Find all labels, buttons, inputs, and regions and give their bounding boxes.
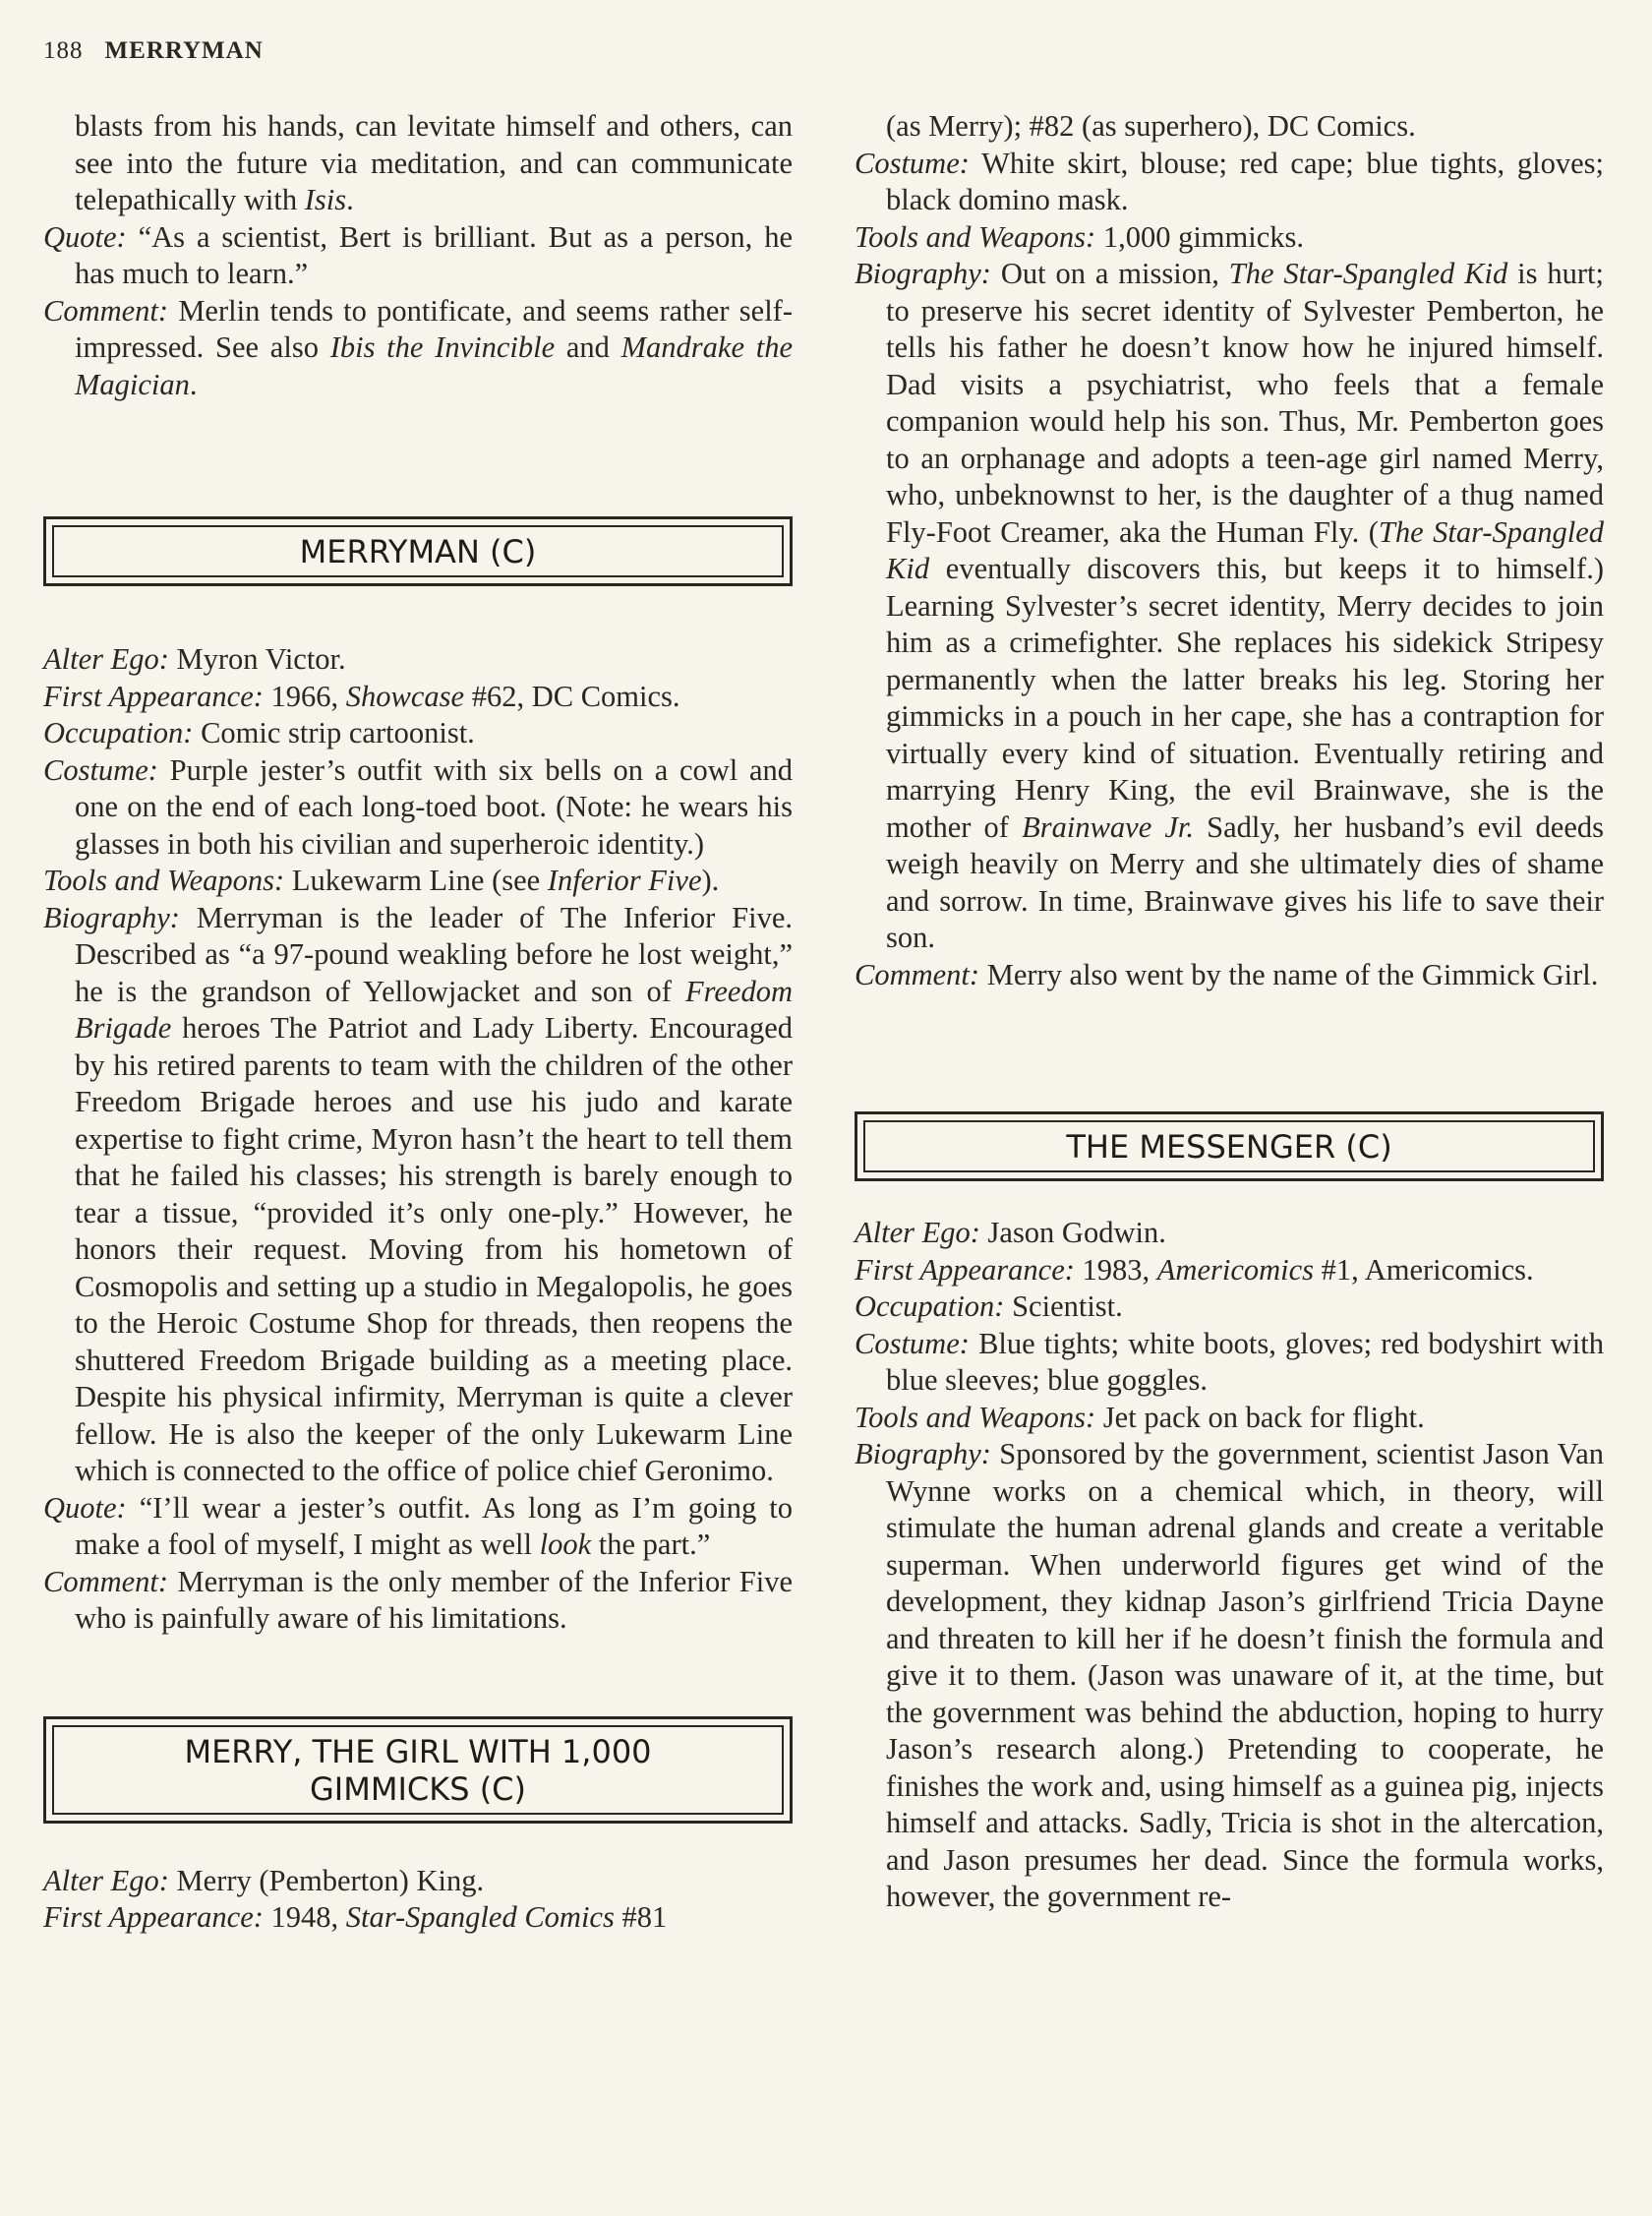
messenger-alter-ego: Alter Ego: Jason Godwin. [855, 1216, 1166, 1249]
merlin-comment: Comment: Merlin tends to pontificate, and seems rather self-impressed. See also Ibis the Invincible and Mandrake the Magician. [43, 293, 793, 401]
entry-title: MERRY, THE GIRL WITH 1,000 GIMMICKS (C) [52, 1725, 784, 1815]
merry-alter-ego: Alter Ego: Merry (Pemberton) King. [43, 1863, 485, 1897]
left-column [43, 108, 793, 1937]
merry-first-appearance-cont: (as Merry); #82 (as superhero), DC Comics. [886, 109, 1416, 143]
running-header [43, 37, 264, 65]
merryman-occupation: Occupation: Comic strip cartoonist. [43, 716, 475, 749]
messenger-first-appearance: First Appearance: 1983, Americomics #1, Americomics. [855, 1252, 1534, 1287]
merry-first-appearance: First Appearance: 1948, Star-Spangled Comics #81 [43, 1900, 668, 1934]
merlin-quote: Quote: “As a scientist, Bert is brilliant. But as a person, he has much to learn.” [43, 219, 793, 290]
messenger-costume: Costume: Blue tights; white boots, gloves; red bodyshirt with blue sleeves; blue goggles. [855, 1326, 1604, 1397]
merry-title-box [43, 1716, 793, 1824]
merry-comment: Comment: Merry also went by the name of the Gimmick Girl. [855, 957, 1599, 991]
merry-tools: Tools and Weapons: 1,000 gimmicks. [855, 219, 1304, 254]
merry-biography: Biography: Out on a mission, The Star-Spangled Kid is hurt; to preserve his secret identity of Sylvester Pemberton, he tells his father he doesn’t know how he injured himself. Dad visits a psychiatrist, who feels that a female companion would help his son. Thus, Mr. Pemberton goes to an orphanage and adopts a teen-age girl named Merry, who, unbeknownst to her, is the daughter of a thug named Fly-Foot Creamer, aka the Human Fly. (The Star-Spangled Kid eventually discovers this, but keeps it to himself.) Learning Sylvester’s secret identity, Merry decides to join him as a crimefighter. She replaces his sidekick Stripesy permanently when the latter breaks his leg. Storing her gimmicks in a pouch in her cape, she has a contraption for virtually every kind of situation. Eventually retiring and marrying Henry King, the evil Brainwave, she is the mother of Brainwave Jr. Sadly, her husband’s evil deeds weigh heavily on Merry and she ultimately dies of shame and sorrow. In time, Brainwave gives his life to save their son. [855, 257, 1604, 954]
page-number: 188 [43, 37, 84, 64]
merry-costume: Costume: White skirt, blouse; red cape; blue tights, gloves; black domino mask. [855, 146, 1604, 216]
running-head: MERRYMAN [104, 37, 264, 64]
merryman-biography: Biography: Merryman is the leader of The Inferior Five. Described as “a 97-pound weakling before he lost weight,” he is the grandson of Yellowjacket and son of Freedom Brigade heroes The Patriot and Lady Liberty. Encouraged by his retired parents to team with the children of the other Freedom Brigade heroes and use his judo and karate expertise to fight crime, Myron hasn’t the heart to tell them that he failed his classes; his strength is barely enough to tear a tissue, “provided it’s only one-ply.” However, he honors their request. Moving from his hometown of Cosmopolis and setting up a studio in Megalopolis, he goes to the Heroic Costume Shop for threads, then reopens the shuttered Freedom Brigade building as a meeting place. Despite his physical infirmity, Merryman is quite a clever fellow. He is also the keeper of the only Lukewarm Line which is connected to the office of police chief Geronimo. [43, 900, 793, 1487]
merryman-tools: Tools and Weapons: Lukewarm Line (see Inferior Five). [43, 864, 720, 897]
merryman-costume: Costume: Purple jester’s outfit with six bells on a cowl and one on the end of each long-toed boot. (Note: he wears his glasses in both his civilian and superheroic identity.) [43, 752, 793, 861]
messenger-occupation: Occupation: Scientist. [855, 1289, 1123, 1323]
right-column [855, 108, 1604, 1916]
messenger-title-box [855, 1111, 1604, 1181]
merryman-alter-ego: Alter Ego: Myron Victor. [43, 642, 346, 676]
entry-title: MERRYMAN (C) [52, 525, 784, 577]
entry-title: THE MESSENGER (C) [863, 1120, 1595, 1172]
merryman-title-box [43, 516, 793, 586]
merryman-first-appearance: First Appearance: 1966, Showcase #62, DC Comics. [43, 679, 680, 713]
merryman-quote: Quote: “I’ll wear a jester’s outfit. As long as I’m going to make a fool of myself, I might as well look the part.” [43, 1490, 793, 1561]
merryman-comment: Comment: Merryman is the only member of the Inferior Five who is painfully aware of his limitations. [43, 1564, 793, 1635]
messenger-tools: Tools and Weapons: Jet pack on back for flight. [855, 1400, 1425, 1434]
merlin-continuation: blasts from his hands, can levitate himself and others, can see into the future via meditation, and can communicate telepathically with Isis. [75, 109, 793, 216]
messenger-biography: Biography: Sponsored by the government, scientist Jason Van Wynne works on a chemical which, in theory, will stimulate the human adrenal glands and create a veritable superman. When underworld figures get wind of the development, they kidnap Jason’s girlfriend Tricia Dayne and threaten to kill her if he doesn’t finish the formula and give it to them. (Jason was unaware of it, at the time, but the government was behind the abduction, hoping to hurry Jason’s research along.) Pretending to cooperate, he finishes the work and, using himself as a guinea pig, injects himself and attacks. Sadly, Tricia is shot in the altercation, and Jason presumes her dead. Since the formula works, however, the government re- [855, 1437, 1604, 1913]
